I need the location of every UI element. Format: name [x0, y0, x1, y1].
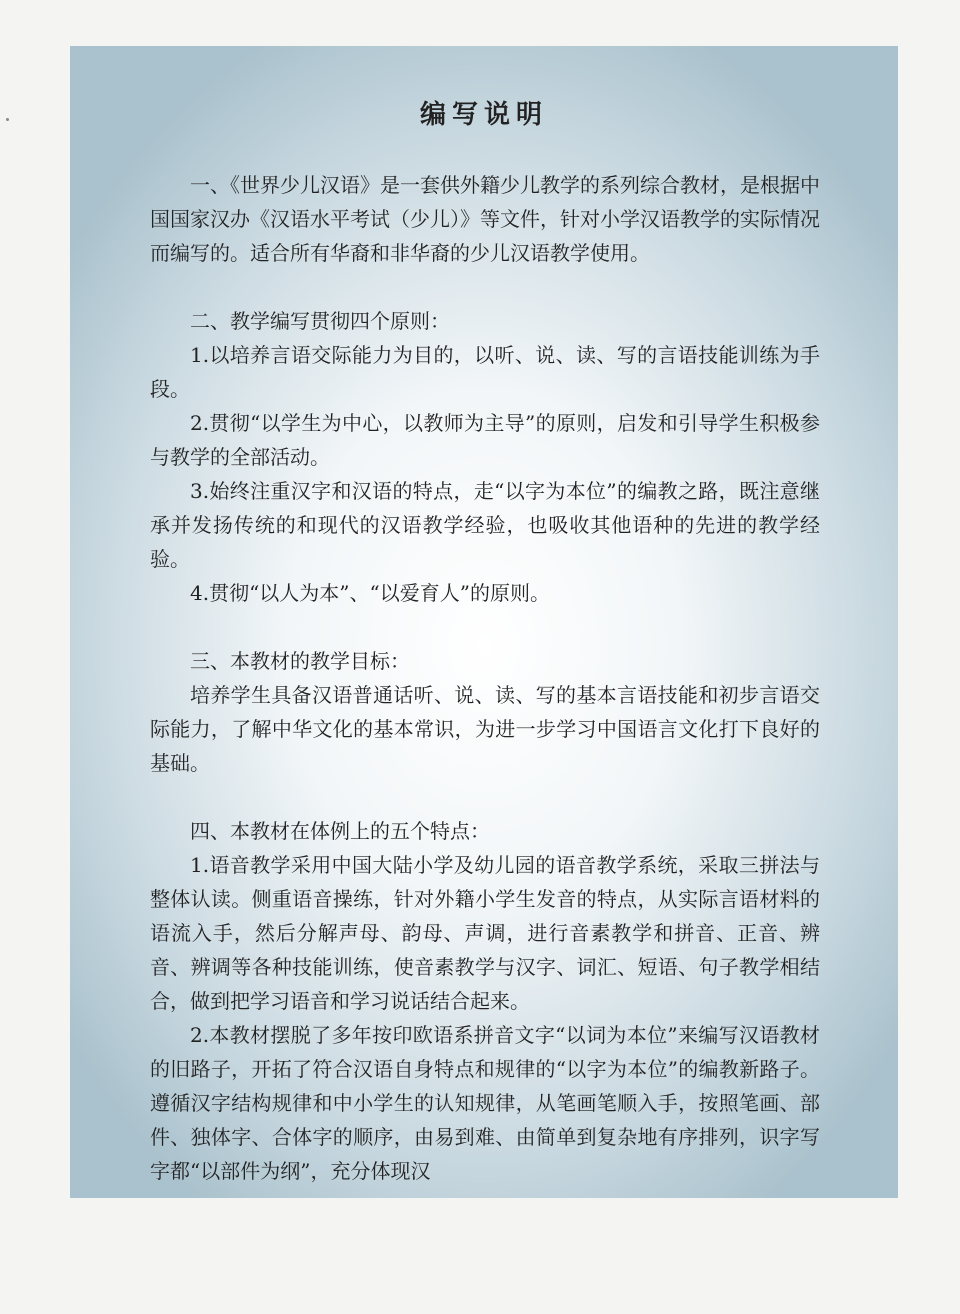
document-body [150, 168, 820, 1188]
section-4-heading: 四、本教材在体例上的五个特点： [190, 819, 490, 843]
spacer [150, 780, 820, 814]
section-2-item-3: 3.始终注重汉字和汉语的特点，走“以字为本位”的编教之路，既注意继承并发扬传统的和现代的汉语教学经验，也吸收其他语种的先进的教学经验。 [150, 479, 820, 571]
spacer [150, 610, 820, 644]
section-1-paragraph: 一、《世界少儿汉语》是一套供外籍少儿教学的系列综合教材，是根据中国国家汉办《汉语水平考试（少儿）》等文件，针对小学汉语教学的实际情况而编写的。适合所有华裔和非华裔的少儿汉语教学使用。 [150, 173, 820, 265]
section-2-item-4: 4.贯彻“以人为本”、“以爱育人”的原则。 [190, 581, 550, 605]
section-3-heading: 三、本教材的教学目标： [190, 649, 410, 673]
page-title: 编写说明 [419, 100, 548, 130]
section-2-item-1: 1.以培养言语交际能力为目的，以听、说、读、写的言语技能训练为手段。 [150, 343, 820, 401]
page-panel [70, 46, 898, 1198]
section-4-item-2: 2.本教材摆脱了多年按印欧语系拼音文字“以词为本位”来编写汉语教材的旧路子，开拓了符合汉语自身特点和规律的“以字为本位”的编教新路子。遵循汉字结构规律和中小学生的认知规律，从笔画笔顺入手，按照笔画、部件、独体字、合体字的顺序，由易到难、由简单到复杂地有序排列，识字写字都“以部件为纲”，充分体现汉 [150, 1023, 820, 1183]
spacer [150, 270, 820, 304]
section-2-heading: 二、教学编写贯彻四个原则： [190, 309, 450, 333]
scan-speck [6, 118, 9, 121]
section-3-item-1: 培养学生具备汉语普通话听、说、读、写的基本言语技能和初步言语交际能力，了解中华文化的基本常识，为进一步学习中国语言文化打下良好的基础。 [150, 683, 820, 775]
section-2-item-2: 2.贯彻“以学生为中心，以教师为主导”的原则，启发和引导学生积极参与教学的全部活动。 [150, 411, 820, 469]
section-4-item-1: 1.语音教学采用中国大陆小学及幼儿园的语音教学系统，采取三拼法与整体认读。侧重语音操练，针对外籍小学生发音的特点，从实际言语材料的语流入手，然后分解声母、韵母、声调，进行音素教学和拼音、正音、辨音、辨调等各种技能训练，使音素教学与汉字、词汇、短语、句子教学相结合，做到把学习语音和学习说话结合起来。 [150, 853, 820, 1013]
